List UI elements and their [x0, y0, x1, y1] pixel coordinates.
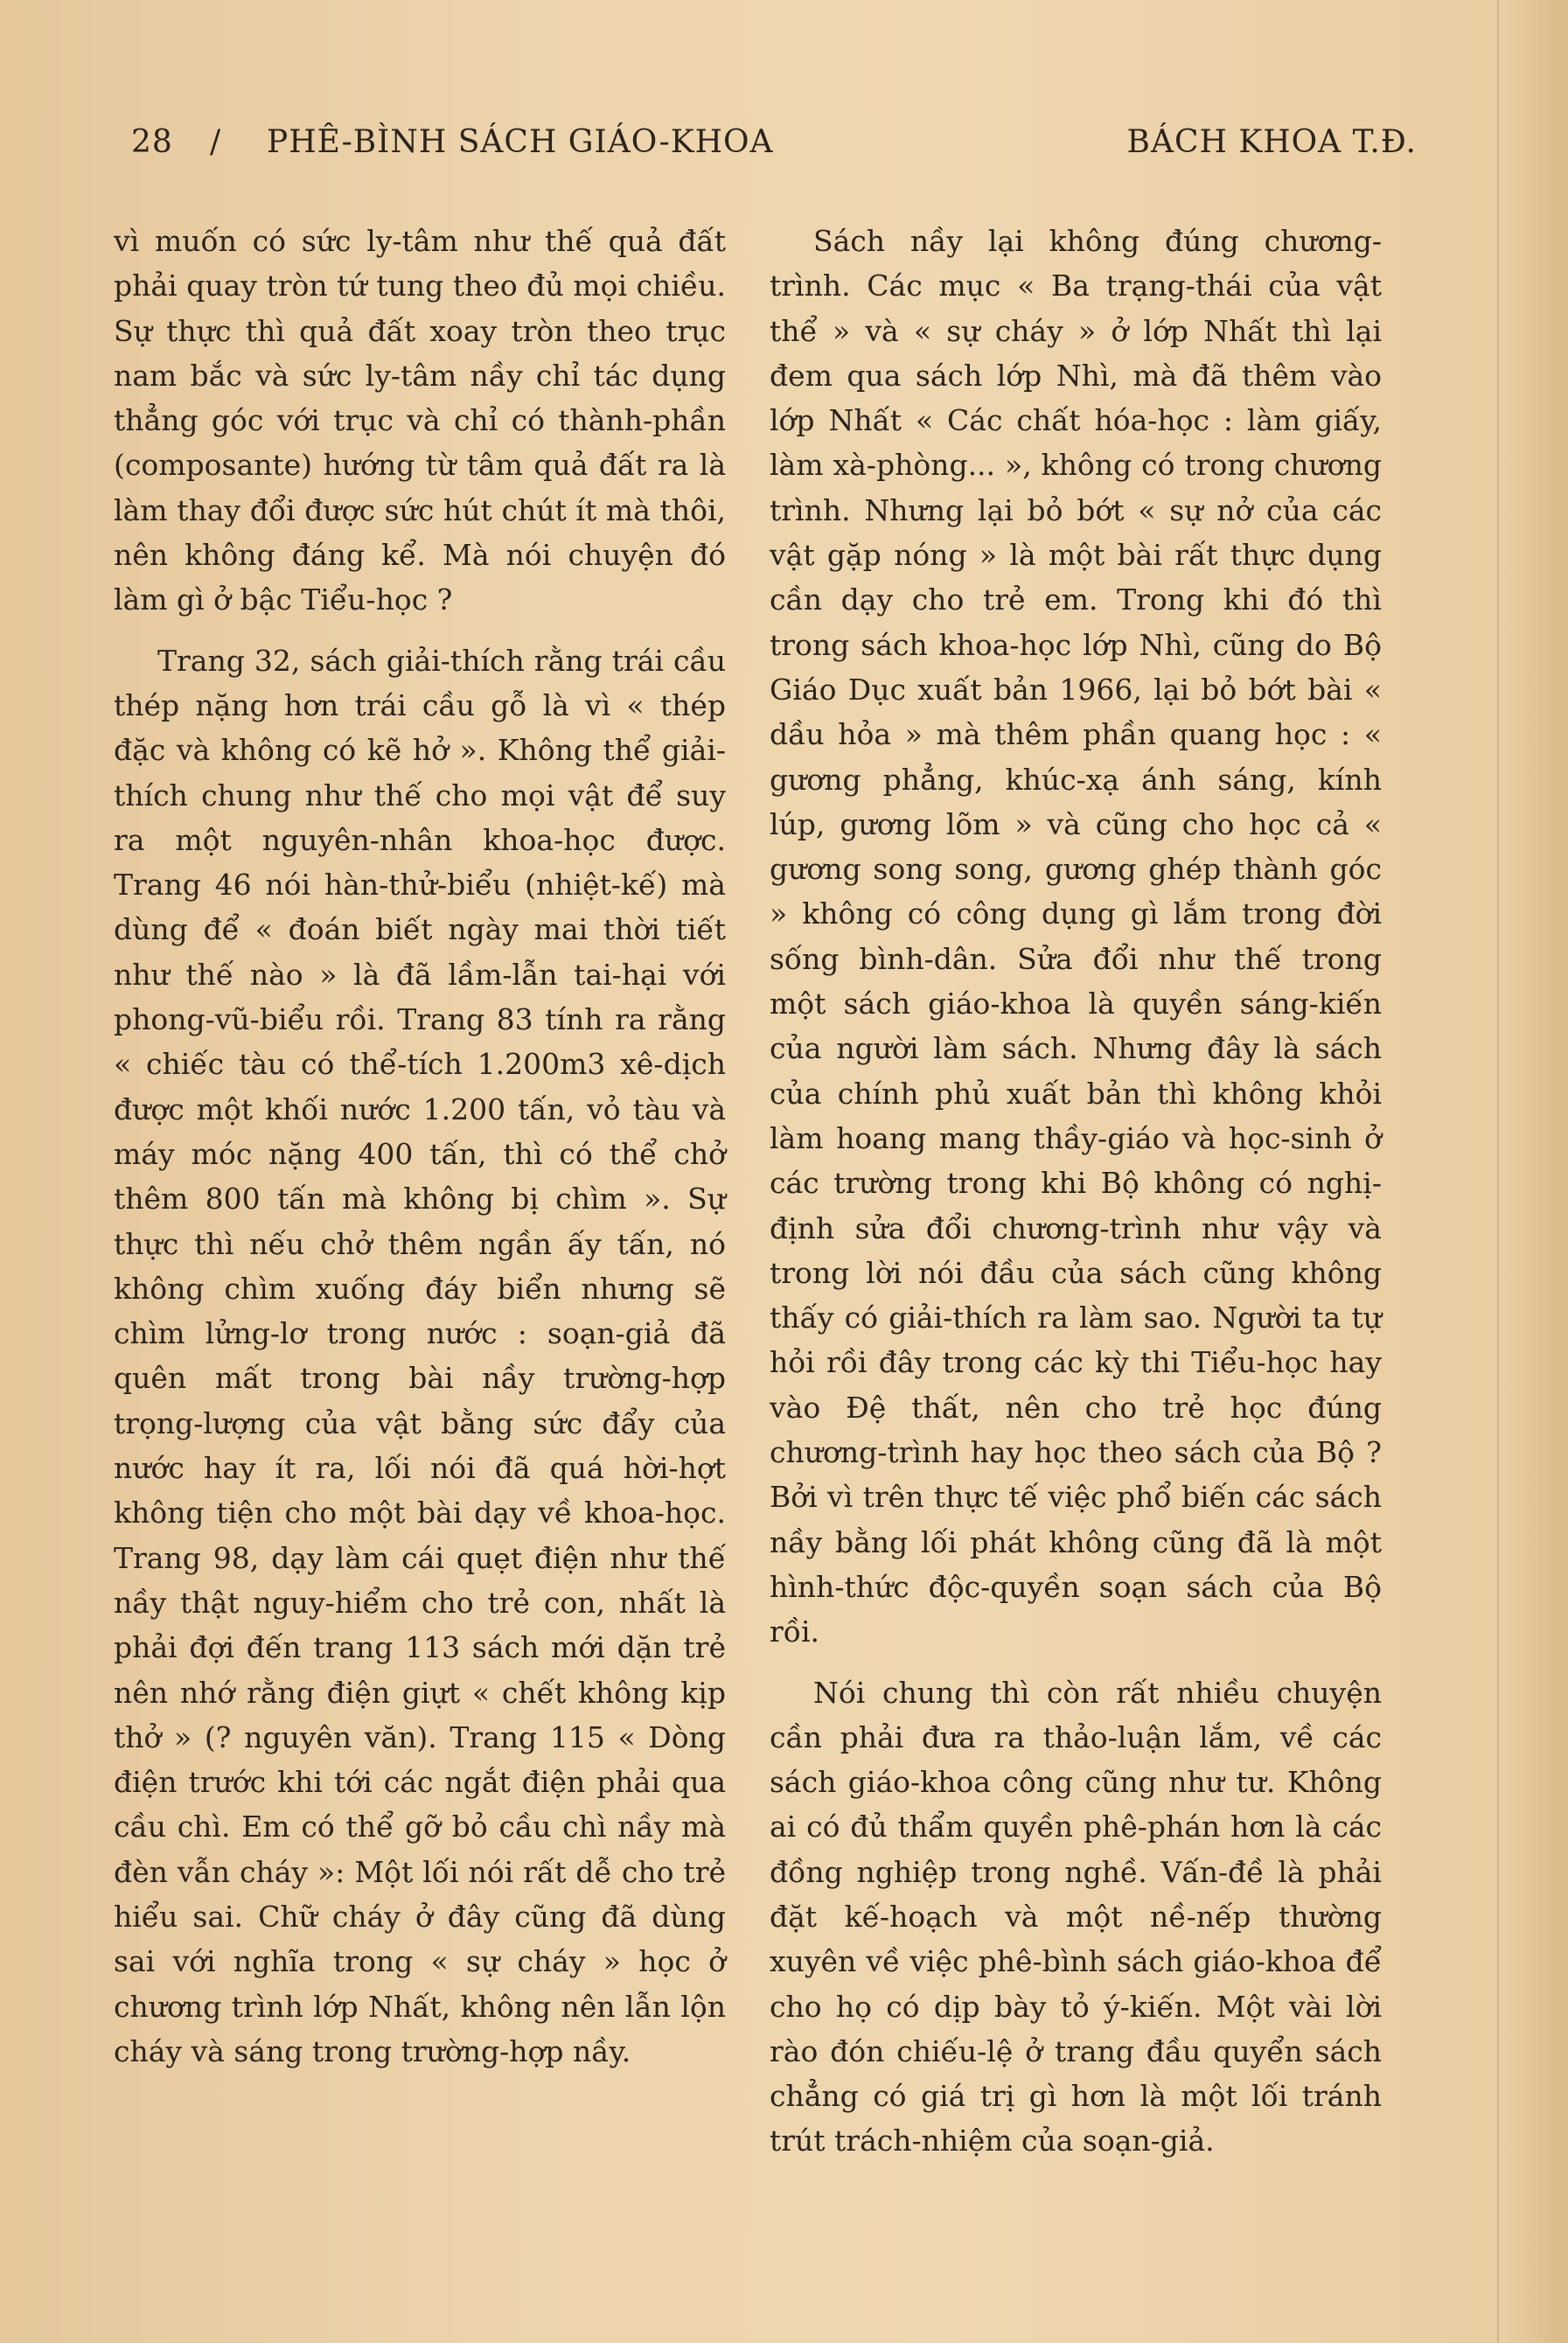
page-fold-line	[1497, 0, 1499, 2343]
running-header	[131, 124, 1417, 177]
page-number: 28	[131, 124, 173, 160]
paragraph: Sách nầy lại không đúng chương-trình. Các mục « Ba trạng-thái của vật thể » và « sự cháy » ở lớp Nhất thì lại đem qua sách lớp Nhì, mà đã thêm vào lớp Nhất « Các chất hóa-học : làm giấy, làm xà-phòng... », không có trong chương trình. Nhưng lại bỏ bớt « sự nở của các vật gặp nóng » là một bài rất thực dụng cần dạy cho trẻ em. Trong khi đó thì trong sách khoa-học lớp Nhì, cũng do Bộ Giáo Dục xuất bản 1966, lại bỏ bớt bài « dầu hỏa » mà thêm phần quang học : « gương phẳng, khúc-xạ ánh sáng, kính lúp, gương lõm » và cũng cho học cả « gương song song, gương ghép thành góc » không có công dụng gì lắm trong đời sống bình-dân. Sửa đổi như thế trong một sách giáo-khoa là quyền sáng-kiến của người làm sách. Nhưng đây là sách của chính phủ xuất bản thì không khỏi làm hoang mang thầy-giáo và học-sinh ở các trường trong khi Bộ không có nghị-định sửa đổi chương-trình như vậy và trong lời nói đầu của sách cũng không thấy có giải-thích ra làm sao. Người ta tự hỏi rồi đây trong các kỳ thi Tiểu-học hay vào Đệ thất, nên cho trẻ học đúng chương-trình hay học theo sách của Bộ ? Bởi vì trên thực tế việc phổ biến các sách nầy bằng lối phát không cũng đã là một hình-thức độc-quyền soạn sách của Bộ rồi.	[770, 224, 1382, 1649]
header-separator: /	[210, 124, 222, 160]
right-column	[770, 219, 1382, 2179]
publication-name: BÁCH KHOA T.Đ.	[1126, 124, 1417, 160]
paragraph: vì muốn có sức ly-tâm như thế quả đất phải quay tròn tứ tung theo đủ mọi chiều. Sự thực thì quả đất xoay tròn theo trục nam bắc và sức ly-tâm nầy chỉ tác dụng thẳng góc với trục và chỉ có thành-phần (composante) hướng từ tâm quả đất ra là làm thay đổi được sức hút chút ít mà thôi, nên không đáng kể. Mà nói chuyện đó làm gì ở bậc Tiểu-học ?	[114, 224, 726, 617]
left-column	[114, 219, 726, 2089]
paragraph: Nói chung thì còn rất nhiều chuyện cần phải đưa ra thảo-luận lắm, về các sách giáo-khoa công cũng như tư. Không ai có đủ thẩm quyền phê-phán hơn là các đồng nghiệp trong nghề. Vấn-đề là phải đặt kế-hoạch và một nề-nếp thường xuyên về việc phê-bình sách giáo-khoa để cho họ có dịp bày tỏ ý-kiến. Một vài lời rào đón chiếu-lệ ở trang đầu quyển sách chẳng có giá trị gì hơn là một lối tránh trút trách-nhiệm của soạn-giả.	[770, 1675, 1382, 2158]
paragraph: Trang 32, sách giải-thích rằng trái cầu thép nặng hơn trái cầu gỗ là vì « thép đặc và không có kẽ hở ». Không thể giải-thích chung như thế cho mọi vật để suy ra một nguyên-nhân khoa-học được. Trang 46 nói hàn-thử-biểu (nhiệt-kế) mà dùng để « đoán biết ngày mai thời tiết như thế nào » là đã lầm-lẫn tai-hại với phong-vũ-biểu rồi. Trang 83 tính ra rằng « chiếc tàu có thể-tích 1.200m3 xê-dịch được một khối nước 1.200 tấn, vỏ tàu và máy móc nặng 400 tấn, thì có thể chở thêm 800 tấn mà không bị chìm ». Sự thực thì nếu chở thêm ngần ấy tấn, nó không chìm xuống đáy biển nhưng sẽ chìm lửng-lơ trong nước : soạn-giả đã quên mất trong bài nầy trường-hợp trọng-lượng của vật bằng sức đẩy của nước hay ít ra, lối nói đã quá hời-hợt không tiện cho một bài dạy về khoa-học. Trang 98, dạy làm cái quẹt điện như thế nầy thật nguy-hiểm cho trẻ con, nhất là phải đợi đến trang 113 sách mới dặn trẻ nên nhớ rằng điện giựt « chết không kịp thở » (? nguyên văn). Trang 115 « Dòng điện trước khi tới các ngắt điện phải qua cầu chì. Em có thể gỡ bỏ cầu chì nầy mà đèn vẫn cháy »: Một lối nói rất dễ cho trẻ hiểu sai. Chữ cháy ở đây cũng đã dùng sai với nghĩa trong « sự cháy » học ở chương trình lớp Nhất, không nên lẫn lộn cháy và sáng trong trường-hợp nầy.	[114, 643, 726, 2068]
page-edge-shadow	[1507, 0, 1568, 2343]
running-title: PHÊ-BÌNH SÁCH GIÁO-KHOA	[267, 124, 774, 160]
